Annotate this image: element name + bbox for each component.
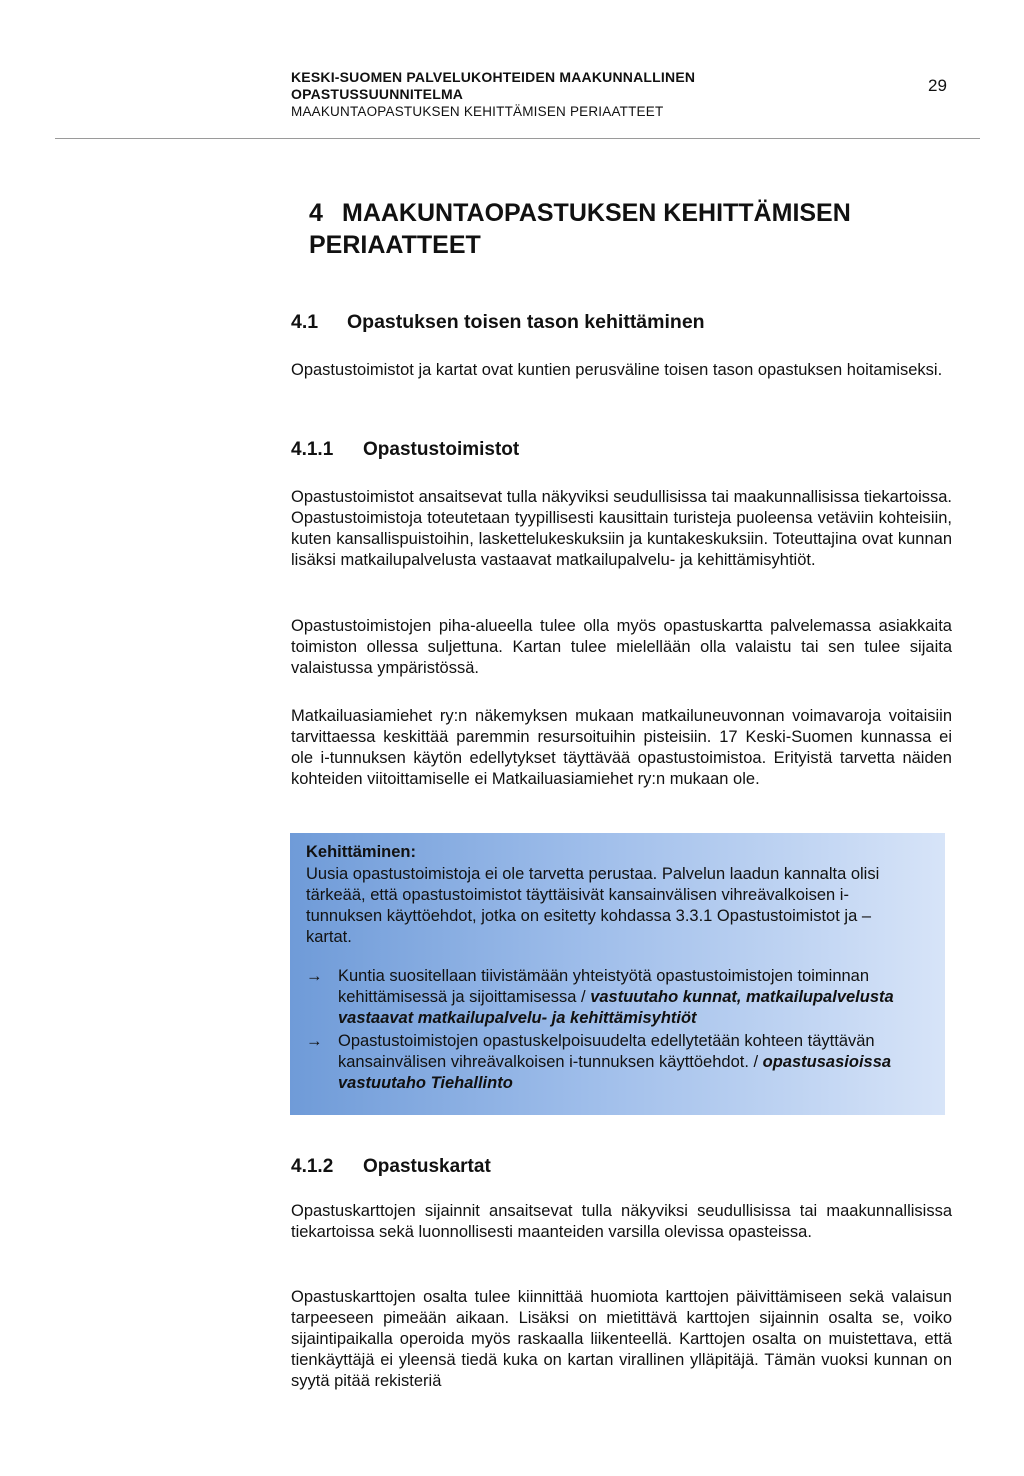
section-number: 4.1.2 — [291, 1156, 334, 1177]
section-title: Opastuksen toisen tason kehittäminen — [347, 311, 705, 333]
chapter-number: 4 — [309, 199, 323, 227]
section-heading-4-1-2 — [291, 1156, 491, 1178]
section-title: Opastustoimistot — [363, 439, 520, 460]
callout-title: Kehittäminen: — [306, 843, 417, 861]
header-line-2: OPASTUSSUUNNITELMA — [291, 86, 464, 102]
chapter-title-text: MAAKUNTAOPASTUKSEN KEHITTÄMISEN PERIAATTEET — [309, 199, 851, 259]
bullet-text: Opastustoimistojen opastuskelpoisuudelta edellytetään kohteen täyttävän kansainvälisen vihreävalkoisen i-tunnuksen käyttöehdot. / — [338, 1032, 875, 1071]
paragraph-4-1: Opastustoimistot ja kartat ovat kuntien perusväline toisen tason opastuksen hoitamiseksi. — [291, 361, 943, 379]
callout-bullet — [306, 966, 928, 1029]
paragraph-4-1-1-b: Opastustoimistojen piha-alueella tulee olla myös opastuskartta palvelemassa asiakkaita toimiston ollessa suljettuna. Kartan tulee mielellään olla valaistu tai sen tulee sijaita valaistussa ympäristössä. — [291, 617, 952, 677]
arrow-right-icon: → — [306, 1032, 323, 1050]
paragraph-4-1-2-b: Opastuskarttojen osalta tulee kiinnittää huomiota karttojen päivittämiseen sekä valaisun tarpeeseen pimeään aikaan. Lisäksi on mietittävä karttojen sijainnin osalta se, voiko sijaintipaikalla operoida myös raskaalla liikenteellä. Karttojen osalta on muistettava, että tienkäyttäjä ei yleensä tiedä kuka on kartan virallinen ylläpitäjä. Tämän vuoksi kunnan on syytä pitää rekisteriä — [291, 1288, 952, 1390]
section-number: 4.1 — [291, 311, 319, 333]
running-header — [291, 69, 981, 120]
callout-bullet — [306, 1031, 928, 1094]
paragraph-4-1-2-a: Opastuskarttojen sijainnit ansaitsevat tulla näkyviksi seudullisissa tai maakunnallisissa tiekartoissa sekä luonnollisesti maanteiden varsilla olevissa opasteissa. — [291, 1202, 952, 1241]
section-title: Opastuskartat — [363, 1156, 491, 1177]
paragraph-4-1-1-a: Opastustoimistot ansaitsevat tulla näkyviksi seudullisissa tai maakunnallisissa tiekartoissa. Opastustoimistoja toteutetaan tyypillisesti kausittain turisteja puoleensa vetäviin kohteisiin, kuten kansallispuistoihin, laskettelukeskuksiin ja kuntakeskuksiin. Toteuttajina ovat kunnan lisäksi matkailupalvelusta vastaavat matkailupalvelu- ja kehittämisyhtiöt. — [291, 488, 952, 569]
header-line-3: MAAKUNTAOPASTUKSEN KEHITTÄMISEN PERIAATTEET — [291, 104, 664, 119]
chapter-title — [309, 197, 929, 261]
page-number: 29 — [928, 76, 947, 95]
paragraph-4-1-1-c: Matkailuasiamiehet ry:n näkemyksen mukaan matkailuneuvonnan voimavaroja voitaisiin tarvittaessa keskittää paremmin resursoituihin pisteisiin. 17 Keski-Suomen kunnassa ei ole i-tunnuksen käytön edellytykset täyttävää opastustoimistoa. Erityistä tarvetta näiden kohteiden viitoittamiselle ei Matkailuasiamiehet ry:n mukaan ole. — [291, 707, 952, 788]
header-line-1: KESKI-SUOMEN PALVELUKOHTEIDEN MAAKUNNALLINEN — [291, 69, 696, 85]
section-heading-4-1 — [291, 311, 705, 334]
arrow-right-icon: → — [306, 967, 323, 985]
header-divider — [55, 138, 980, 139]
development-callout-box — [290, 833, 945, 1115]
callout-text: Uusia opastustoimistoja ei ole tarvetta perustaa. Palvelun laadun kannalta olisi tärkeää, että opastustoimistot täyttäisivät kansainvälisen vihreävalkoisen i-tunnuksen käyttöehdot, jotka on esitetty kohdassa 3.3.1 Opastustoimistot ja –kartat. — [306, 865, 880, 946]
bullet-responsible: opastusasioissa vastuutaho Tiehallinto — [338, 1053, 892, 1092]
bullet-responsible: vastuutaho kunnat, matkailupalvelusta vastaavat matkailupalvelu- ja kehittämisyhtiöt — [338, 988, 894, 1027]
bullet-text: Kuntia suositellaan tiivistämään yhteistyötä opastustoimistojen toiminnan kehittämisessä ja sijoittamisessa / — [338, 967, 870, 1006]
section-heading-4-1-1 — [291, 439, 519, 461]
section-number: 4.1.1 — [291, 439, 334, 460]
